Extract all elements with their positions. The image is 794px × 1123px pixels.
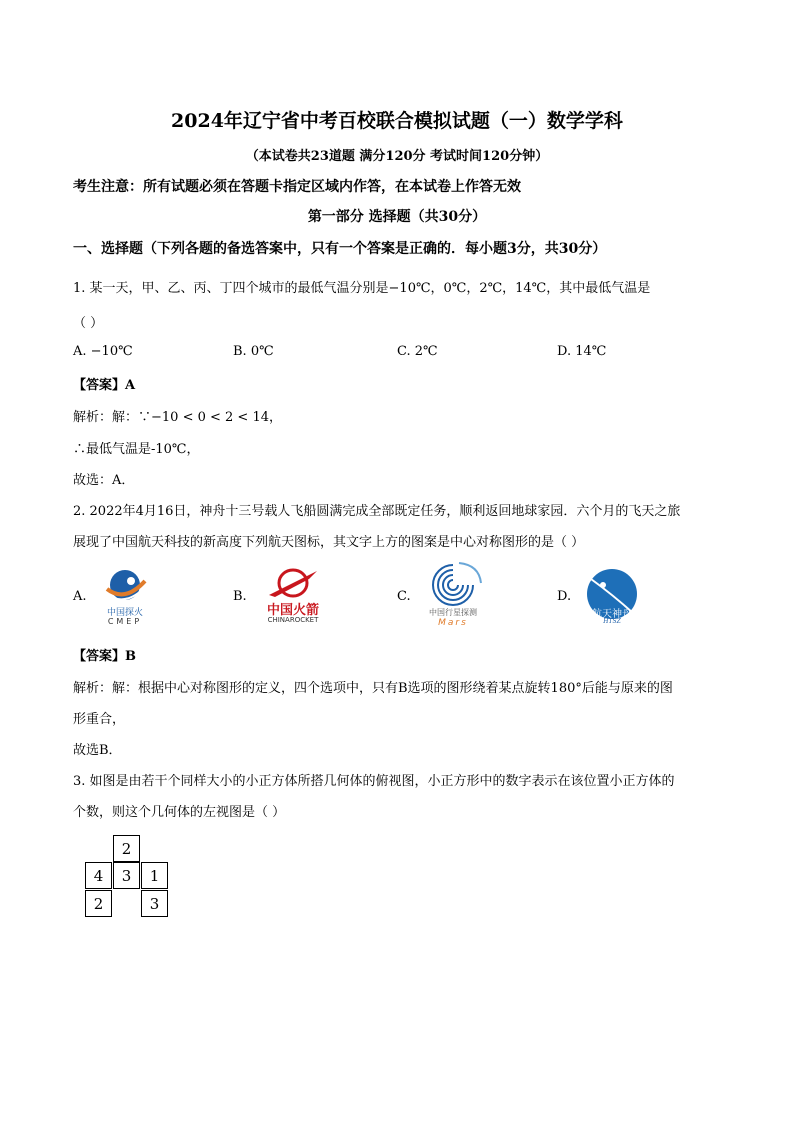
q3-stem: 3. 如图是由若干个同样大小的小正方体所搭几何体的俯视图，小正方形中的数字表示在该位置小正方体的 — [73, 774, 675, 789]
cmep-logo-icon — [95, 565, 155, 637]
grid-cell: 2 — [113, 835, 140, 862]
q2-conclusion: 故选B． — [73, 743, 122, 758]
section-heading: 一、选择题（下列各题的备选答案中，只有一个答案是正确的．每小题3分，共30分） — [73, 241, 607, 257]
q1-analysis-2: ∴最低气温是-10℃， — [73, 442, 200, 457]
q1-option-d: D. 14℃ — [557, 344, 607, 359]
grid-cell: 1 — [141, 862, 168, 889]
q2-stem: 2. 2022年4月16日，神舟十三号载人飞船圆满完成全部既定任务，顺利返回地球家园．六个月的飞天之旅 — [73, 504, 681, 519]
q3-stem-2: 个数，则这个几何体的左视图是（ ） — [73, 805, 286, 820]
htsz-subtext: HTSZ — [603, 618, 621, 625]
q1-analysis: 解析：解：∵−10 < 0 < 2 < 14， — [73, 410, 282, 425]
cmep-subtext: CMEP — [107, 617, 143, 626]
option-letter: C. — [397, 589, 411, 604]
htsz-logo-icon — [583, 565, 641, 637]
q1-option-c: C. 2℃ — [397, 344, 438, 359]
q1-option-b: B. 0℃ — [233, 344, 274, 359]
q2-stem-2: 展现了中国航天科技的新高度下列航天图标，其文字上方的图案是中心对称图形的是（ ） — [73, 535, 585, 550]
grid-cell: 4 — [85, 862, 112, 889]
grid-cell: 3 — [141, 890, 168, 917]
q1-stem: 1. 某一天，甲、乙、丙、丁四个城市的最低气温分别是−10℃，0℃，2℃，14℃，其中最低气温是 — [73, 281, 651, 296]
exam-notice: 考生注意：所有试题必须在答题卡指定区域内作答，在本试卷上作答无效 — [73, 179, 521, 195]
q2-option-d — [557, 565, 667, 637]
planetary-subtext: Mars — [438, 618, 468, 628]
grid-cell: 2 — [85, 890, 112, 917]
q1-paren: （ ） — [73, 316, 104, 331]
option-letter: D. — [557, 589, 572, 604]
option-letter: A. — [73, 589, 87, 604]
part-heading: 第一部分 选择题（共30分） — [307, 209, 487, 225]
q1-answer: 【答案】A — [73, 378, 136, 393]
cmep-text: 中国探火 — [106, 608, 143, 618]
exam-info: （本试卷共23道题 满分120分 考试时间120分钟） — [245, 149, 549, 164]
planetary-exploration-logo-icon — [421, 559, 485, 635]
china-rocket-subtext: CHINAROCKET — [267, 616, 319, 624]
q1-conclusion: 故选：A． — [73, 473, 135, 488]
q2-answer: 【答案】B — [73, 649, 136, 664]
q1-option-a: A. −10℃ — [73, 344, 133, 359]
china-rocket-logo-icon — [257, 565, 329, 637]
q2-option-c — [397, 565, 517, 637]
option-letter: B. — [233, 589, 247, 604]
q2-option-a — [73, 565, 183, 637]
q2-option-b — [233, 565, 353, 637]
htsz-text: 航天神舟 — [592, 609, 632, 620]
grid-cell: 3 — [113, 862, 140, 889]
china-rocket-text: 中国火箭 — [266, 603, 319, 618]
q2-analysis-2: 形重合， — [73, 712, 126, 727]
planetary-text: 中国行星探测 — [429, 608, 477, 617]
page-title: 2024年辽宁省中考百校联合模拟试题（一）数学学科 — [171, 110, 623, 132]
top-view-grid — [85, 835, 169, 919]
q2-analysis: 解析：解：根据中心对称图形的定义，四个选项中，只有B选项的图形绕着某点旋转180°后能与原来的图 — [73, 681, 673, 696]
